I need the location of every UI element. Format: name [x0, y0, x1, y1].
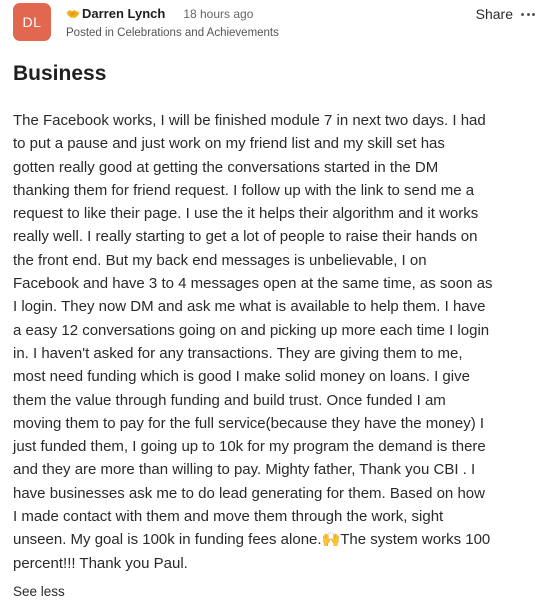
- ellipsis-icon[interactable]: [521, 7, 535, 21]
- post-body-line: Facebook and have 3 to 4 messages open at the same time, as soon as: [13, 275, 493, 293]
- posted-in-category[interactable]: Posted in Celebrations and Achievements: [66, 27, 279, 39]
- post-body-line: thanking them for friend request. I follow up with the link to send me a: [13, 181, 475, 199]
- post-timestamp: 18 hours ago: [183, 6, 254, 21]
- post-body-line: most need funding which is good I make solid money on loans. I give: [13, 368, 470, 386]
- post-body-line: moving them to pay for the full service(because they have the money) I: [13, 414, 485, 432]
- post-body-line: gotten really good at getting the conversations started in the DM: [13, 158, 439, 176]
- post-body-line: I login. They now DM and ask me what is available to help them. I have: [13, 298, 486, 316]
- post-body-line: a easy 12 conversations going on and picking up more each time I login: [13, 321, 490, 339]
- post-body-line: The Facebook works, I will be finished module 7 in next two days. I had: [13, 112, 486, 129]
- avatar[interactable]: DL: [13, 3, 51, 41]
- post-body-line: them the value through funding and build trust. Once funded I am: [13, 391, 446, 409]
- post-body-line: really well. I really starting to get a lot of people to raise their hands on: [13, 228, 478, 246]
- post-meta: [66, 6, 253, 21]
- see-less-link[interactable]: See less: [13, 584, 65, 599]
- post-body-line: to put a pause and just work on my friend list and my skill set has: [13, 135, 445, 153]
- share-button[interactable]: Share: [475, 6, 513, 22]
- post-actions: [476, 6, 535, 22]
- post-body: [13, 109, 538, 575]
- author-name[interactable]: Darren Lynch: [82, 6, 166, 21]
- post-body-line: I made contact with them and move them through the work, sight: [13, 508, 444, 526]
- post-body-line: unseen. My goal is 100k in funding fees alone.🙌The system works 100: [13, 531, 491, 549]
- handshake-icon: [66, 9, 80, 19]
- post-body-line: have businesses ask me to do lead generating for them. Based on how: [13, 484, 485, 502]
- post-body-line: the front end. But my back end messages is unbelievable, I on: [13, 251, 427, 269]
- post-body-line: just funded them, I going up to 10k for my program the demand is there: [13, 438, 486, 456]
- post-title: Business: [13, 62, 107, 85]
- post-body-line: in. I haven't asked for any transactions. They are giving them to me,: [13, 344, 463, 362]
- post-body-line: request to like their page. I use the it helps their algorithm and it works: [13, 205, 479, 223]
- post-body-line: and they are more than willing to pay. Mighty father, Thank you CBI . I: [13, 461, 476, 479]
- post-body-line: percent!!! Thank you Paul.: [13, 554, 188, 572]
